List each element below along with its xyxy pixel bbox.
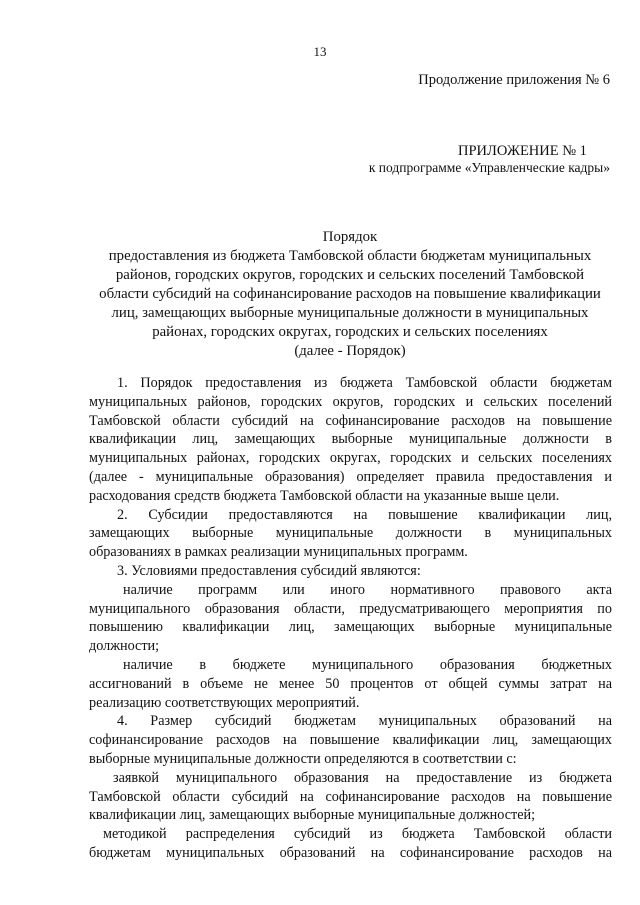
body-line: муниципального образования области, предусматривающего мероприятия по — [89, 600, 612, 617]
heading-line: районах, городских округах, городских и сельских поселениях — [152, 324, 548, 340]
body-line: 4. Размер субсидий бюджетам муниципальных образований на — [117, 713, 612, 730]
body-line: наличие программ или иного нормативного правового акта — [123, 581, 612, 598]
document-body — [89, 374, 612, 863]
body-line: (далее - муниципальные образования) определяет правила предоставления и — [89, 468, 612, 485]
heading-line: районов, городских округов, городских и сельских поселений Тамбовской — [115, 267, 585, 283]
body-line: ассигнований в объеме не менее 50 процентов от общей суммы затрат на — [89, 675, 612, 692]
page-number: 13 — [313, 44, 327, 59]
body-line: квалификации лиц, замещающих выборные муниципальные должностей; — [89, 807, 536, 824]
body-line: образованиях в рамках реализации муниципальных программ. — [89, 544, 468, 561]
body-line: 2. Субсидии предоставляются на повышение квалификации лиц, — [117, 506, 612, 523]
body-line: расходования средств бюджета Тамбовской области на указанные выше цели. — [89, 487, 560, 504]
body-line: выборные муниципальные должности определяются в соответствии с: — [89, 750, 517, 767]
body-line: должности; — [89, 638, 160, 655]
body-line: софинансирование расходов на повышение квалификации лиц, замещающих — [89, 732, 612, 749]
heading-line: области субсидий на софинансирование расходов на повышение квалификации — [99, 286, 601, 302]
heading-line: (далее - Порядок) — [294, 343, 406, 359]
heading-line: лиц, замещающих выборные муниципальные должности в муниципальных — [111, 305, 589, 321]
body-line: замещающих выборные муниципальные должности в муниципальных — [89, 525, 612, 542]
body-line: методикой распределения субсидий из бюджета Тамбовской области — [103, 826, 612, 843]
body-line: реализацию соответствующих мероприятий. — [89, 694, 360, 711]
continuation-note: Продолжение приложения № 6 — [418, 72, 610, 88]
body-line: наличие в бюджете муниципального образования бюджетных — [123, 656, 612, 673]
heading-title: Порядок — [322, 229, 378, 245]
body-line: муниципальных районах, городских округах, городских и сельских поселениях — [89, 450, 612, 467]
body-line: 1. Порядок предоставления из бюджета Тамбовской области бюджетам — [117, 375, 612, 391]
body-line: квалификации лиц, замещающих выборные муниципальные должности в — [89, 431, 612, 448]
body-line: повышению квалификации лиц, замещающих выборные муниципальные — [89, 619, 612, 636]
body-line: Тамбовской области субсидий на софинансирование расходов на повышение — [89, 788, 612, 805]
body-line: бюджетам муниципальных образований на софинансирование расходов на — [89, 844, 612, 861]
body-line: муниципальных районов, городских округов, городских и сельских поселений — [89, 393, 612, 410]
appendix-title: ПРИЛОЖЕНИЕ № 1 — [458, 143, 587, 159]
body-line: Тамбовской области субсидий на софинансирование расходов на повышение — [89, 412, 612, 429]
body-line: 3. Условиями предоставления субсидий являются: — [117, 562, 421, 579]
document-heading — [60, 228, 640, 361]
heading-line: предоставления из бюджета Тамбовской области бюджетам муниципальных — [108, 248, 592, 264]
body-line: заявкой муниципального образования на предоставление из бюджета — [113, 769, 612, 786]
appendix-subtitle: к подпрограмме «Управленческие кадры» — [368, 160, 610, 175]
